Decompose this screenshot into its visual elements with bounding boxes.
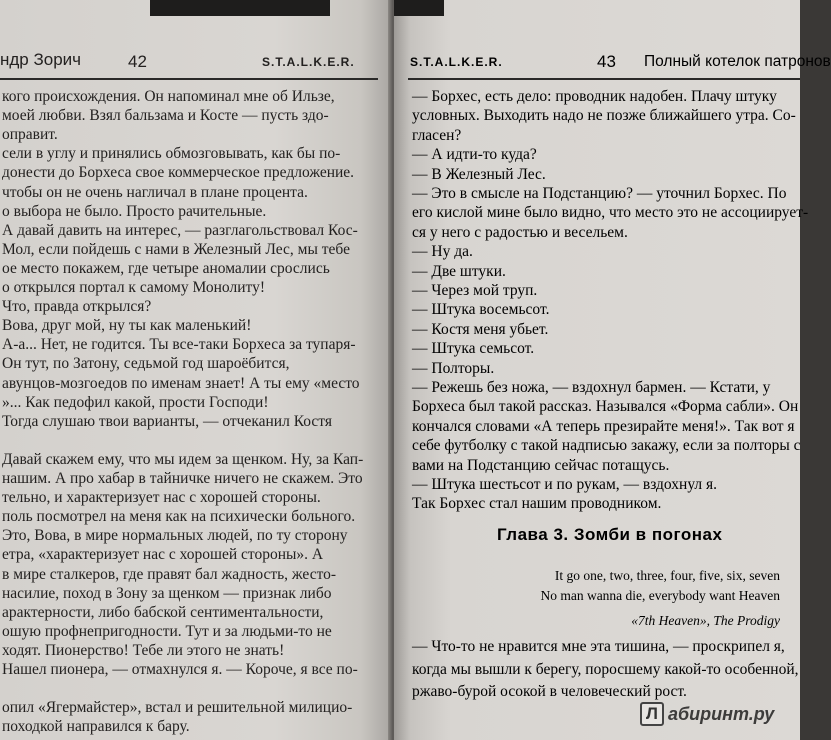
right-page-number: 43 bbox=[597, 52, 616, 71]
left-text-line-6: чтобы он не очень нагличал в плане процента. bbox=[2, 183, 308, 201]
left-text-line-3: оправит. bbox=[2, 126, 58, 144]
right-text-line-14: — Штука семьсот. bbox=[412, 340, 535, 358]
right-text-line-18: кончался словами «А теперь презирайте меня!». Так вот я bbox=[412, 417, 795, 435]
left-text-line-22: тельно, и характеризует нас с хорошей стороны. bbox=[2, 489, 321, 507]
right-text-line-7: его кислой мине было видно, что место это не ассоциирует- bbox=[412, 204, 809, 222]
left-author: ндр Зорич bbox=[0, 50, 82, 69]
right-text-line-3: гласен? bbox=[412, 126, 462, 144]
chapter-text-line-1: — Что-то не нравится мне эта тишина, — проскрипел я, bbox=[412, 638, 785, 655]
left-text-line-23: поль посмотрел на меня как на психически больного. bbox=[2, 508, 356, 526]
right-text-line-22: Так Борхес стал нашим проводником. bbox=[412, 495, 662, 513]
left-text-line-8: А давай давить на интерес, — разглагольствовал Кос- bbox=[2, 221, 358, 239]
left-text-line-33: опил «Ягермайстер», встал и решительной милицио- bbox=[2, 699, 353, 717]
left-text-line-12: Что, правда открылся? bbox=[2, 298, 152, 316]
left-text-line-18: Тогда слушаю твои варианты, — отчеканил Костя bbox=[2, 412, 332, 430]
left-text-line-15: Он тут, по Затону, седьмой год шароёбится, bbox=[2, 355, 290, 373]
right-text-line-16: — Режешь без ножа, — вздохнул бармен. — Кстати, у bbox=[412, 379, 771, 396]
left-page bbox=[0, 0, 392, 740]
left-text-line-13: Вова, друг мой, ну ты как маленький! bbox=[2, 317, 252, 335]
left-page-number: 42 bbox=[128, 52, 147, 71]
left-text-line-1: кого происхождения. Он напоминал мне об Ильзе, bbox=[2, 88, 335, 105]
right-text-line-13: — Костя меня убьет. bbox=[412, 320, 549, 338]
chapter-text-line-3: ржаво-бурой осокой в человеческий рост. bbox=[412, 683, 687, 700]
left-text-line-16: авунцов-мозгоедов по именам знает! А ты ему «место bbox=[2, 374, 360, 392]
right-text-line-2: условных. Выходить надо не позже ближайшего утра. Со- bbox=[412, 107, 796, 125]
right-text-line-17: Борхеса был такой рассказ. Назывался «Форма сабли». Он bbox=[412, 398, 799, 416]
left-series-title: S.T.A.L.K.E.R. bbox=[262, 55, 355, 69]
right-text-line-12: — Штука восемьсот. bbox=[412, 301, 550, 319]
left-text-line-4: сели в углу и принялись обмозговывать, как бы по- bbox=[2, 145, 341, 163]
epigraph-source: «7th Heaven», The Prodigy bbox=[631, 613, 780, 628]
right-text-line-15: — Полторы. bbox=[412, 359, 495, 377]
right-text-line-5: — В Железный Лес. bbox=[412, 165, 546, 183]
left-text-line-5: донести до Борхеса свое коммерческое предложение. bbox=[2, 164, 355, 182]
left-text-line-31: Нашел пионера, — отмахнулся я. — Короче, я все по- bbox=[2, 661, 358, 678]
left-text-line-7: о выбора не было. Просто рачительные. bbox=[2, 202, 267, 220]
labirint-logo-icon: Л bbox=[640, 702, 664, 726]
right-series-title: S.T.A.L.K.E.R. bbox=[410, 55, 503, 69]
left-text-line-34: походкой направился к бару. bbox=[2, 718, 190, 736]
chapter-title: Глава 3. Зомби в погонах bbox=[497, 525, 723, 544]
left-text-line-11: о открылся портал к самому Монолиту! bbox=[2, 279, 265, 296]
left-text-line-14: А-а... Нет, не годится. Ты все-таки Борхеса за тупаря- bbox=[2, 336, 356, 354]
chapter-text-line-2: когда мы вышли к берегу, поросшему какой-то особенной, bbox=[412, 660, 799, 678]
top-shadow-right bbox=[394, 0, 444, 16]
left-text-line-20: Давай скажем ему, что мы идем за щенком. Ну, за Кап- bbox=[2, 450, 364, 468]
left-text-line-25: етра, «характеризует нас с хорошей стороны». А bbox=[2, 546, 324, 564]
epigraph-line-1: It go one, two, three, four, five, six, seven bbox=[554, 568, 780, 583]
left-text-line-26: в мире сталкеров, где правят бал жадность, жесто- bbox=[2, 565, 337, 583]
right-text-line-21: — Штука шестьсот и по рукам, — вздохнул я. bbox=[412, 476, 718, 493]
right-text-line-6: — Это в смысле на Подстанцию? — уточнил Борхес. По bbox=[412, 185, 787, 202]
left-text-line-27: насилие, поход в Зону за щенком — признак либо bbox=[2, 584, 332, 602]
left-text-line-24: Это, Вова, в мире нормальных людей, по ту сторону bbox=[2, 527, 348, 545]
left-text-line-29: ошую профнепригодности. Тут и за людьми-то не bbox=[2, 622, 332, 640]
right-text-line-1: — Борхес, есть дело: проводник надобен. Плачу штуку bbox=[412, 88, 777, 105]
left-text-line-30: ходят. Пионерство! Тебе ли этого не знать! bbox=[2, 641, 285, 659]
left-header-rule bbox=[0, 78, 378, 80]
right-text-line-20: вами на Подстанцию сейчас потащусь. bbox=[412, 456, 670, 474]
left-text-line-2: моей любви. Взял бальзама и Косте — пусть здо- bbox=[2, 107, 329, 125]
right-running-title: Полный котелок патронов bbox=[644, 53, 831, 70]
right-text-line-9: — Ну да. bbox=[412, 243, 473, 261]
left-text-line-21: нашим. А про хабар в тайничке ничего не скажем. Это bbox=[2, 470, 363, 487]
right-text-line-8: ся у него с радостью и весельем. bbox=[412, 223, 628, 241]
left-text-line-28: арактерности, либо бабской сентиментальности, bbox=[2, 603, 324, 621]
right-text-line-19: себе футболку с такой надписью закажу, если за полторы с bbox=[412, 437, 801, 455]
right-text-line-11: — Через мой труп. bbox=[412, 282, 538, 299]
labirint-logo-text: абиринт.ру bbox=[668, 704, 775, 724]
epigraph-line-2: No man wanna die, everybody want Heaven bbox=[540, 588, 780, 603]
top-shadow bbox=[150, 0, 330, 16]
right-header-rule bbox=[408, 78, 800, 80]
left-text-line-17: »... Как педофил какой, прости Господи! bbox=[2, 393, 269, 411]
left-text-line-10: ое место покажем, где четыре аномалии срослись bbox=[2, 259, 330, 277]
left-text-line-9: Мол, если пойдешь с нами в Железный Лес, мы тебе bbox=[2, 240, 350, 258]
right-text-line-4: — А идти-то куда? bbox=[412, 146, 537, 164]
labirint-watermark bbox=[640, 700, 792, 730]
right-text-line-10: — Две штуки. bbox=[412, 262, 506, 280]
